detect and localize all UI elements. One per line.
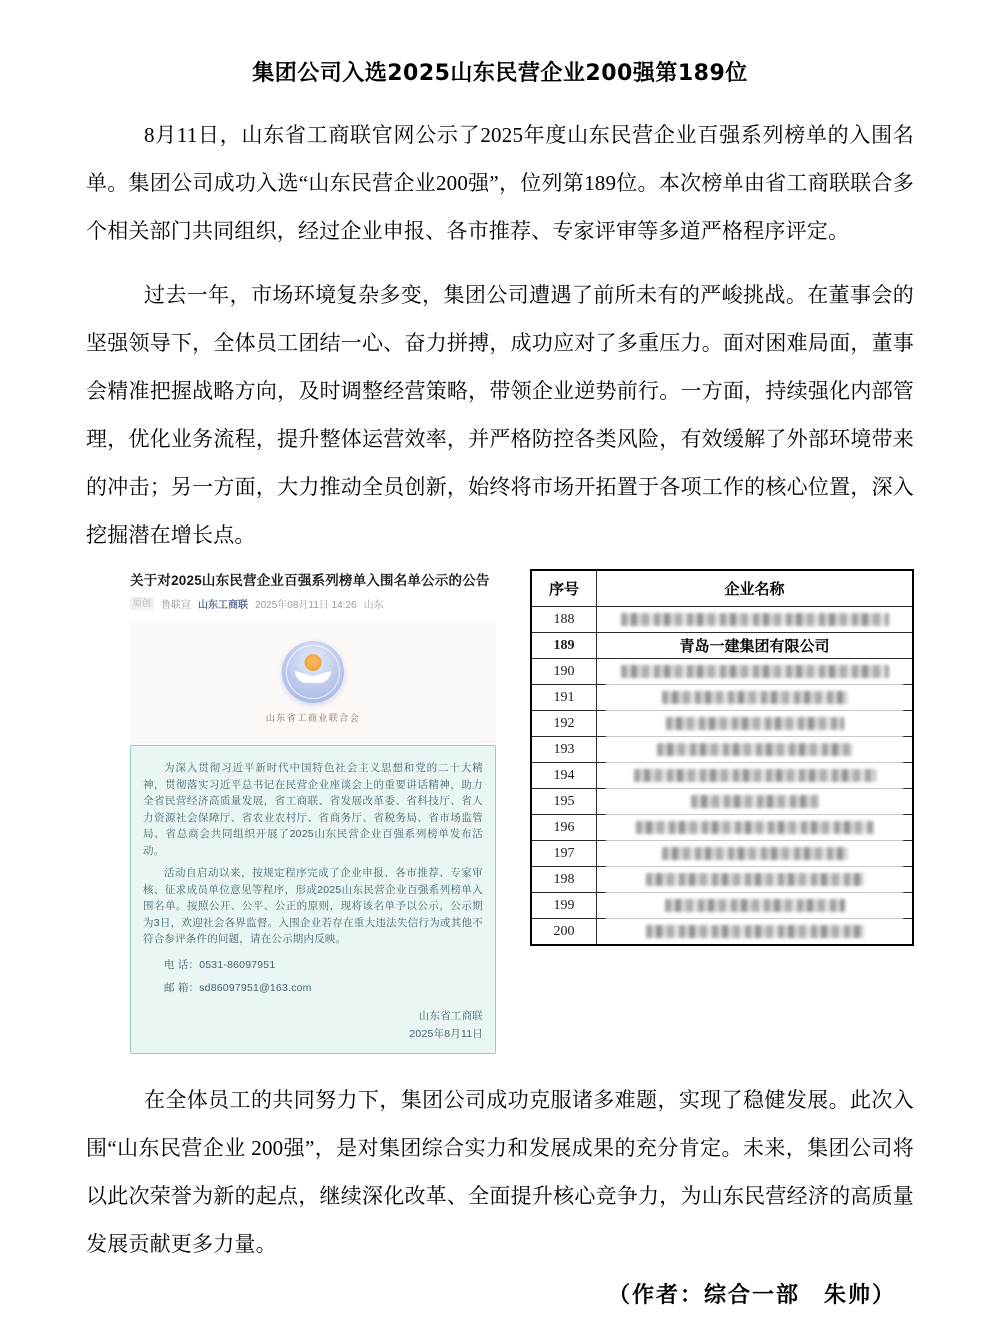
table-row <box>531 763 913 789</box>
table-row <box>531 841 913 867</box>
company-name: 青岛一建集团有限公司 <box>597 633 914 659</box>
rank-cell: 195 <box>531 789 597 815</box>
federation-logo-icon <box>282 641 344 703</box>
company-name-redacted <box>597 893 914 919</box>
table-row <box>531 789 913 815</box>
table-header-row <box>531 570 913 607</box>
blurred-text <box>665 899 845 912</box>
ranking-table-figure <box>530 569 914 946</box>
rank-cell: 188 <box>531 607 597 633</box>
table-row <box>531 685 913 711</box>
table-row <box>531 919 913 946</box>
company-column-header: 企业名称 <box>597 570 914 607</box>
figures-row <box>86 569 914 1054</box>
company-name-redacted <box>597 867 914 893</box>
company-name-redacted <box>597 919 914 946</box>
announcement-title: 关于对2025山东民营企业百强系列榜单入围名单公示的公告 <box>130 573 490 588</box>
rank-cell: 198 <box>531 867 597 893</box>
company-name-redacted <box>597 737 914 763</box>
page-title: 集团公司入选2025山东民营企业200强第189位 <box>252 61 748 86</box>
table-row <box>531 815 913 841</box>
company-name-redacted <box>597 607 914 633</box>
rank-cell: 196 <box>531 815 597 841</box>
original-badge: 原创 <box>130 597 154 610</box>
notice-paragraph-2: 活动自启动以来，按规定程序完成了企业申报、各市推荐、专家审核、征求成员单位意见等程序，形成2025山东民营企业百强系列榜单入围名单。按照公开、公平、公正的原则，现将该名单予以公示，公示期为3日，欢迎社会各界监督。入围企业若存在重大违法失信行为或其他不符合参评条件的问题，请在公示期内反映。 <box>143 867 483 945</box>
federation-logo-image <box>130 623 496 743</box>
paragraph-2: 过去一年，市场环境复杂多变，集团公司遭遇了前所未有的严峻挑战。在董事会的坚强领导下，全体员工团结一心、奋力拼搏，成功应对了多重压力。面对困难局面，董事会精准把握战略方向，及时调整经营策略，带领企业逆势前行。一方面，持续强化内部管理，优化业务流程，提升整体运营效率，并严格防控各类风险，有效缓解了外部环境带来的冲击；另一方面，大力推动全员创新，始终将市场开拓置于各项工作的核心位置，深入挖掘潜在增长点。 <box>86 283 914 547</box>
company-name-redacted <box>597 659 914 685</box>
company-name-redacted <box>597 763 914 789</box>
announcement-meta <box>130 596 496 611</box>
ranking-table-body <box>531 607 913 946</box>
blurred-text <box>662 847 848 860</box>
blurred-text <box>621 613 889 626</box>
table-row <box>531 659 913 685</box>
announcement-location: 山东 <box>363 600 384 611</box>
table-row <box>531 867 913 893</box>
table-row <box>531 737 913 763</box>
email-line <box>143 980 483 997</box>
company-name-redacted <box>597 789 914 815</box>
rank-cell: 191 <box>531 685 597 711</box>
sign-date: 2025年8月11日 <box>409 1027 483 1040</box>
ranking-table <box>530 569 914 946</box>
rank-cell: 194 <box>531 763 597 789</box>
blurred-text <box>657 743 853 756</box>
company-name-redacted <box>597 815 914 841</box>
blurred-text <box>621 665 889 678</box>
blurred-text <box>646 925 864 938</box>
blurred-text <box>634 769 876 782</box>
notice-paragraph-1: 为深入贯彻习近平新时代中国特色社会主义思想和党的二十大精神，贯彻落实习近平总书记在民营企业座谈会上的重要讲话精神，助力全省民营经济高质量发展，省工商联、省发展改革委、省科技厅、省人力资源社会保障厅、省农业农村厅、省商务厅、省税务局、省市场监管局、省总商会共同组织开展了2025山东民营企业百强系列榜单发布活动。 <box>143 762 483 857</box>
notice-box <box>130 745 496 1054</box>
blurred-text <box>662 691 848 704</box>
signature-block <box>143 1007 483 1043</box>
rank-cell: 190 <box>531 659 597 685</box>
blurred-text <box>636 821 874 834</box>
rank-cell: 193 <box>531 737 597 763</box>
rank-cell: 192 <box>531 711 597 737</box>
rank-cell: 189 <box>531 633 597 659</box>
paragraph-1: 8月11日，山东省工商联官网公示了2025年度山东民营企业百强系列榜单的入围名单。集团公司成功入选“山东民营企业200强”，位列第189位。本次榜单由省工商联联合多个相关部门共同组织，经过企业申报、各市推荐、专家评审等多道严格程序评定。 <box>86 123 914 243</box>
table-row <box>531 607 913 633</box>
logo-caption: 山东省工商业联合会 <box>265 713 361 723</box>
signer: 山东省工商联 <box>418 1009 483 1022</box>
phone-label: 电 话： <box>164 958 200 971</box>
company-name-redacted <box>597 685 914 711</box>
rank-cell: 200 <box>531 919 597 946</box>
blurred-text <box>646 873 864 886</box>
phone-number: 0531-86097951 <box>199 958 276 971</box>
rank-cell: 197 <box>531 841 597 867</box>
announcement-datetime: 2025年08月11日 14:26 <box>255 600 357 611</box>
rank-cell: 199 <box>531 893 597 919</box>
paragraph-3: 在全体员工的共同努力下，集团公司成功克服诸多难题，实现了稳健发展。此次入围“山东民营企业 200强”，是对集团综合实力和发展成果的充分肯定。未来，集团公司将以此次荣誉为新的起点，继续深化改革、全面提升核心竞争力，为山东民营经济的高质量发展贡献更多力量。 <box>86 1087 914 1256</box>
email-label: 邮 箱： <box>164 982 200 994</box>
company-name-redacted <box>597 841 914 867</box>
announcement-author: 鲁联宣 <box>161 600 192 611</box>
table-row <box>531 711 913 737</box>
email-address: sd86097951@163.com <box>199 982 312 994</box>
author-line: （作者：综合一部 朱帅） <box>607 1281 896 1307</box>
announcement-screenshot <box>130 569 496 1054</box>
account-link: 山东工商联 <box>198 600 249 611</box>
rank-column-header: 序号 <box>531 570 597 607</box>
phone-line <box>143 957 483 974</box>
blurred-text <box>691 795 819 808</box>
sun-icon <box>305 654 322 671</box>
table-row <box>531 633 913 659</box>
table-row <box>531 893 913 919</box>
company-name-redacted <box>597 711 914 737</box>
blurred-text <box>666 717 844 730</box>
